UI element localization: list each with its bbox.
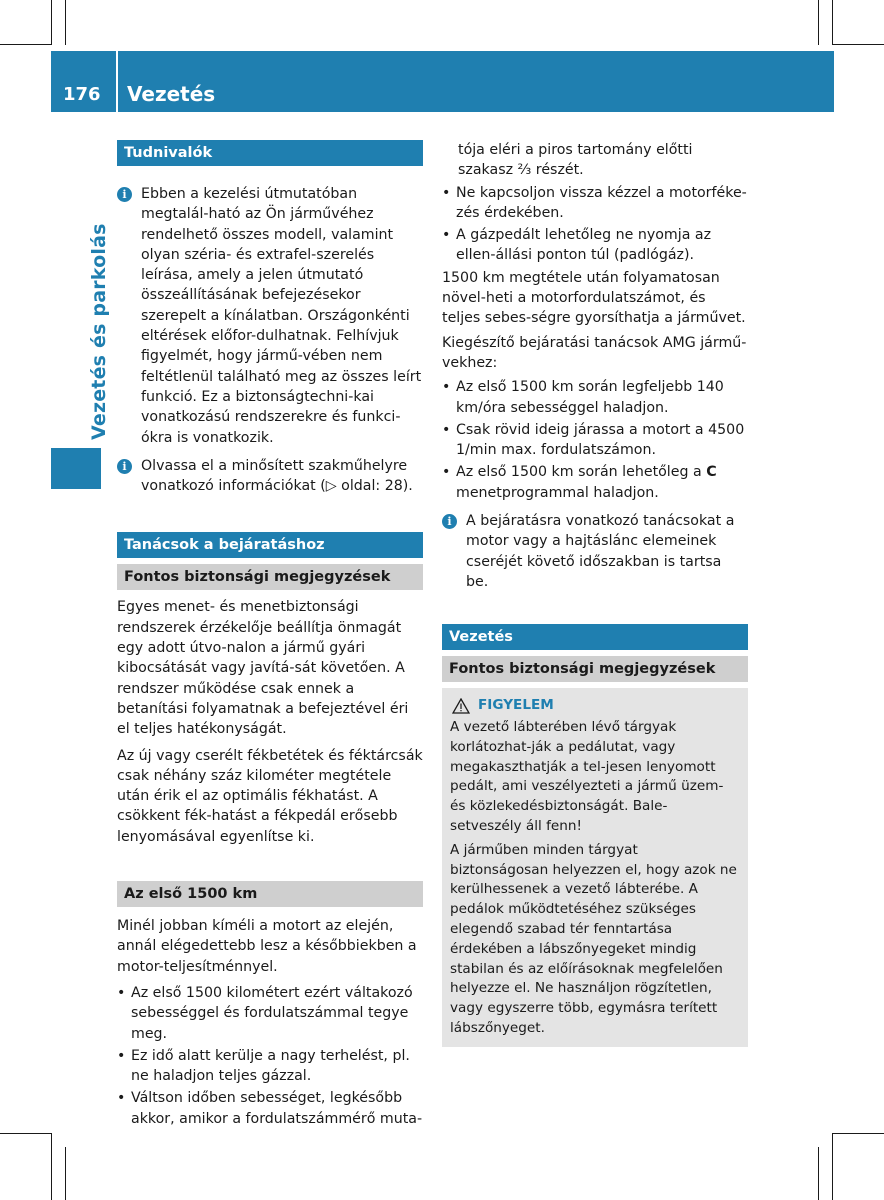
section-heading: Vezetés <box>442 624 748 650</box>
list-item-text: Ez idő alatt kerülje a nagy terhelést, pl. ne haladjon teljes gázzal. <box>131 1047 410 1085</box>
crop-mark <box>0 1133 52 1134</box>
paragraph: tója eléri a piros tartomány előtti szakasz ⅔ részét. <box>458 142 693 179</box>
subsection-heading: Az első 1500 km <box>117 881 423 907</box>
list-item <box>442 462 748 503</box>
list-item <box>442 377 748 418</box>
info-icon: i <box>442 514 457 529</box>
warning-text: A járműben minden tárgyat biztonságosan helyezzen el, hogy azok ne kerülhessenek a vezető lábterébe. A pedálok működtetéséhez szükséges elegendő szabad tér fenntartása érdekében a lábszőnyegeket mindig stabilan és az előírásoknak megfelelően helyezze el. Ne használjon rögzítetlen, vagy egyszerre több, egymásra terített lábszőnyeget. <box>450 841 737 1036</box>
info-icon: i <box>117 187 132 202</box>
bullet-icon: • <box>442 421 451 438</box>
crop-mark <box>65 1147 66 1200</box>
list-item-text: A gázpedált lehetőleg ne nyomja az ellen-állási ponton túl (padlógáz). <box>456 227 712 264</box>
warning-heading <box>450 696 738 716</box>
info-text: Ebben a kezelési útmutatóban megtalál-ható az Ön járművéhez rendelhető összes modell, valamint olyan széria- és extrafel-szerelés leírása, amely a jelen útmutató összeállításának befejezésekor szerepelt a kínálatban. Országonkénti eltérések előfor-dulhatnak. Felhívjuk figyelmét, hogy jármű-vében nem feltétlenül található meg az összes leírt funkció. Ez a biztonságtechni-kai vonatkozású rendszerekre és funkci-ókra is vonatkozik. <box>141 186 422 446</box>
warning-text: A vezető lábterében lévő tárgyak korlátozhat-ják a pedálutat, vagy megakaszthatják a tel-jesen lenyomott pedált, ami veszélyezteti a jármű üzem- és közlekedésbiztonságát. Bale-setveszély áll fenn! <box>450 719 724 835</box>
page-title: Vezetés <box>127 82 216 106</box>
crop-mark <box>818 0 819 45</box>
chapter-label: Vezetés és parkolás <box>88 223 110 440</box>
list-item-text-part: Az első 1500 km során lehetőleg a <box>456 464 707 481</box>
bullet-icon: • <box>442 184 451 201</box>
bullet-icon: • <box>442 227 451 244</box>
bullet-icon: • <box>117 1047 126 1064</box>
list-item <box>442 225 748 266</box>
header-divider <box>116 51 118 112</box>
info-note <box>117 456 423 497</box>
right-column <box>442 140 748 1047</box>
crop-mark <box>51 0 52 45</box>
left-column <box>117 140 423 1129</box>
paragraph: Kiegészítő bejáratási tanácsok AMG jármű-vekhez: <box>442 334 747 371</box>
crop-mark <box>832 1133 884 1134</box>
bullet-icon: • <box>442 464 451 481</box>
list-item-text: Az első 1500 km során legfeljebb 140 km/óra sebességgel haladjon. <box>456 379 724 416</box>
section-heading: Tanácsok a bejáratáshoz <box>117 532 423 558</box>
crop-mark <box>832 0 833 45</box>
list-item-text: Az első 1500 kilométert ezért váltakozó sebességgel és fordulatszámmal tegye meg. <box>131 984 413 1042</box>
paragraph: Az új vagy cserélt fékbetétek és féktárcsák csak néhány száz kilométer megtétele után érik el az optimális fékhatást. A csökkent fék-hatást a fékpedál erősebb lenyomásával egyenlítse ki. <box>117 747 423 845</box>
info-note <box>442 511 748 592</box>
info-text: Olvassa el a minősített szakműhelyre vonatkozó információkat (▷ oldal: 28). <box>141 457 413 495</box>
info-text: A bejáratásra vonatkozó tanácsokat a motor vagy a hajtáslánc elemeinek cseréjét követő időszakban is tartsa be. <box>466 513 735 590</box>
crop-mark <box>0 44 52 45</box>
crop-mark <box>832 44 884 45</box>
crop-mark <box>832 1133 833 1200</box>
bullet-icon: • <box>117 984 126 1001</box>
bullet-icon: • <box>117 1090 126 1107</box>
warning-box <box>442 688 748 1047</box>
section-heading: Tudnivalók <box>117 140 423 166</box>
list-item <box>117 983 423 1044</box>
crop-mark <box>51 1133 52 1200</box>
chapter-tab <box>51 448 101 489</box>
info-note <box>117 184 423 448</box>
subsection-heading: Fontos biztonsági megjegyzések <box>117 564 423 590</box>
list-item-text: Csak rövid ideig járassa a motort a 4500 1/min max. fordulatszámon. <box>456 421 745 459</box>
paragraph: Minél jobban kíméli a motort az elején, annál elégedettebb lesz a későbbiekben a motor-teljesítménnyel. <box>117 918 417 975</box>
list-item-text: Váltson időben sebességet, legkésőbb akkor, amikor a fordulatszámmérő muta- <box>131 1090 423 1127</box>
list-item <box>442 183 748 224</box>
list-item <box>117 1046 423 1087</box>
drive-program-letter: C <box>706 464 717 481</box>
bullet-icon: • <box>442 379 451 396</box>
paragraph: Egyes menet- és menetbiztonsági rendszerek érzékelője beállítja önmagát egy adott útvo-nalon a jármű gyári kibocsátását vagy javítá-sát követően. A rendszer működése csak ennek a betanítási folyamatnak a befejeztével éri el teljes hatékonyságát. <box>117 599 409 738</box>
page-number: 176 <box>63 84 101 105</box>
crop-mark <box>65 0 66 45</box>
warning-triangle-icon <box>452 698 470 714</box>
info-icon: i <box>117 459 132 474</box>
list-item-text <box>456 462 717 503</box>
paragraph: 1500 km megtétele után folyamatosan növel-heti a motorfordulatszámot, és teljes sebes-ségre gyorsíthatja a járművet. <box>442 269 746 327</box>
subsection-heading: Fontos biztonsági megjegyzések <box>442 656 748 682</box>
list-item <box>442 420 748 461</box>
list-item-text-part: menetprogrammal haladjon. <box>456 484 659 501</box>
warning-title: FIGYELEM <box>478 697 554 714</box>
list-item <box>117 1088 423 1129</box>
crop-mark <box>818 1147 819 1200</box>
list-item-text: Ne kapcsoljon vissza kézzel a motorféke-zés érdekében. <box>456 184 747 221</box>
